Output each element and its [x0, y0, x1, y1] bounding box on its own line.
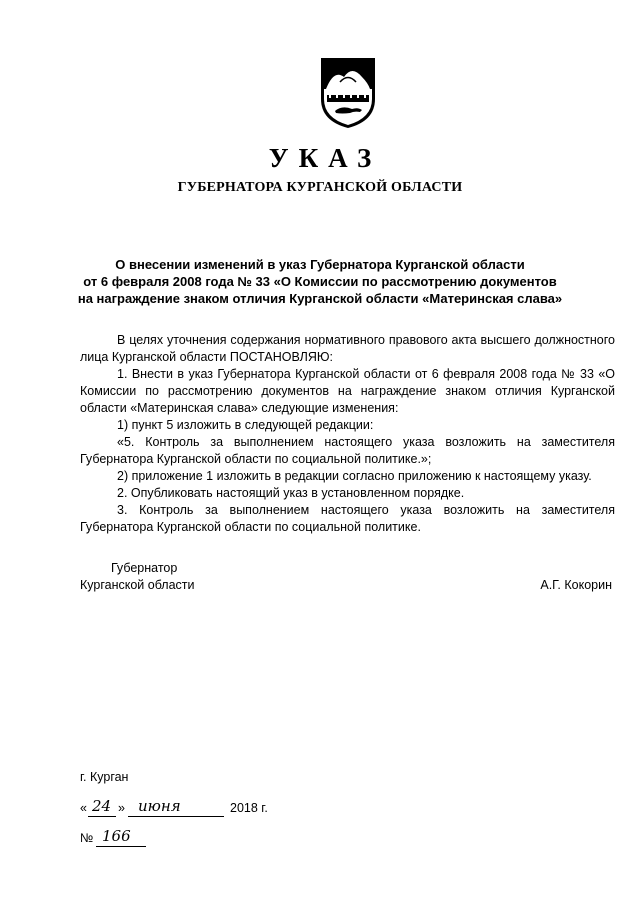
- day-underline: [88, 816, 116, 817]
- heading-line: на награждение знаком отличия Курганской области «Материнская слава»: [77, 291, 563, 306]
- document-title: УКАЗ: [268, 143, 382, 173]
- item-1-paragraph: 1. Внести в указ Губернатора Курганской области от 6 февраля 2008 года № 33 «О Комиссии по рассмотрению документов на награждение знаком отличия Курганской области «Материнская слава» следующие изменения:: [80, 367, 615, 415]
- kurgan-oblast-coat-of-arms-icon: [318, 55, 378, 130]
- month-underline: [128, 816, 224, 817]
- document-heading: [70, 256, 570, 307]
- signatory-position: [80, 560, 195, 594]
- quote-open: «: [80, 801, 87, 815]
- signatory-name: А.Г. Кокорин: [540, 578, 612, 592]
- quote-close: »: [118, 801, 125, 815]
- item-2-paragraph: 2. Опубликовать настоящий указ в установленном порядке.: [117, 486, 465, 500]
- date-line: [80, 797, 380, 821]
- city-label: г. Курган: [80, 770, 129, 784]
- document-subtitle: ГУБЕРНАТОРА КУРГАНСКОЙ ОБЛАСТИ: [177, 180, 463, 195]
- item-1-quote: «5. Контроль за выполнением настоящего указа возложить на заместителя Губернатора Курганской области по социальной политике.»;: [80, 435, 615, 466]
- heading-line: О внесении изменений в указ Губернатора Курганской области: [115, 257, 525, 272]
- document-number: [80, 827, 280, 851]
- document-body: [80, 332, 615, 536]
- heading-line: от 6 февраля 2008 года № 33 «О Комиссии по рассмотрению документов: [83, 274, 557, 289]
- item-3-paragraph: 3. Контроль за выполнением настоящего указа возложить на заместителя Губернатора Курганской области по социальной политике.: [80, 503, 615, 534]
- preamble-paragraph: В целях уточнения содержания нормативного правового акта высшего должностного лица Курганской области ПОСТАНОВЛЯЮ:: [80, 333, 615, 364]
- date-year: 2018 г.: [230, 801, 268, 815]
- signatory-position-line: Губернатор: [111, 561, 178, 575]
- number-value: 166: [102, 827, 131, 845]
- item-1-subitem-1: 1) пункт 5 изложить в следующей редакции:: [117, 418, 374, 432]
- number-prefix: №: [80, 831, 94, 845]
- signatory-position-line: Курганской области: [80, 578, 195, 592]
- date-month: июня: [138, 797, 181, 815]
- item-1-subitem-2: 2) приложение 1 изложить в редакции согласно приложению к настоящему указу.: [117, 469, 592, 483]
- number-underline: [96, 846, 146, 847]
- date-day: 24: [92, 797, 112, 815]
